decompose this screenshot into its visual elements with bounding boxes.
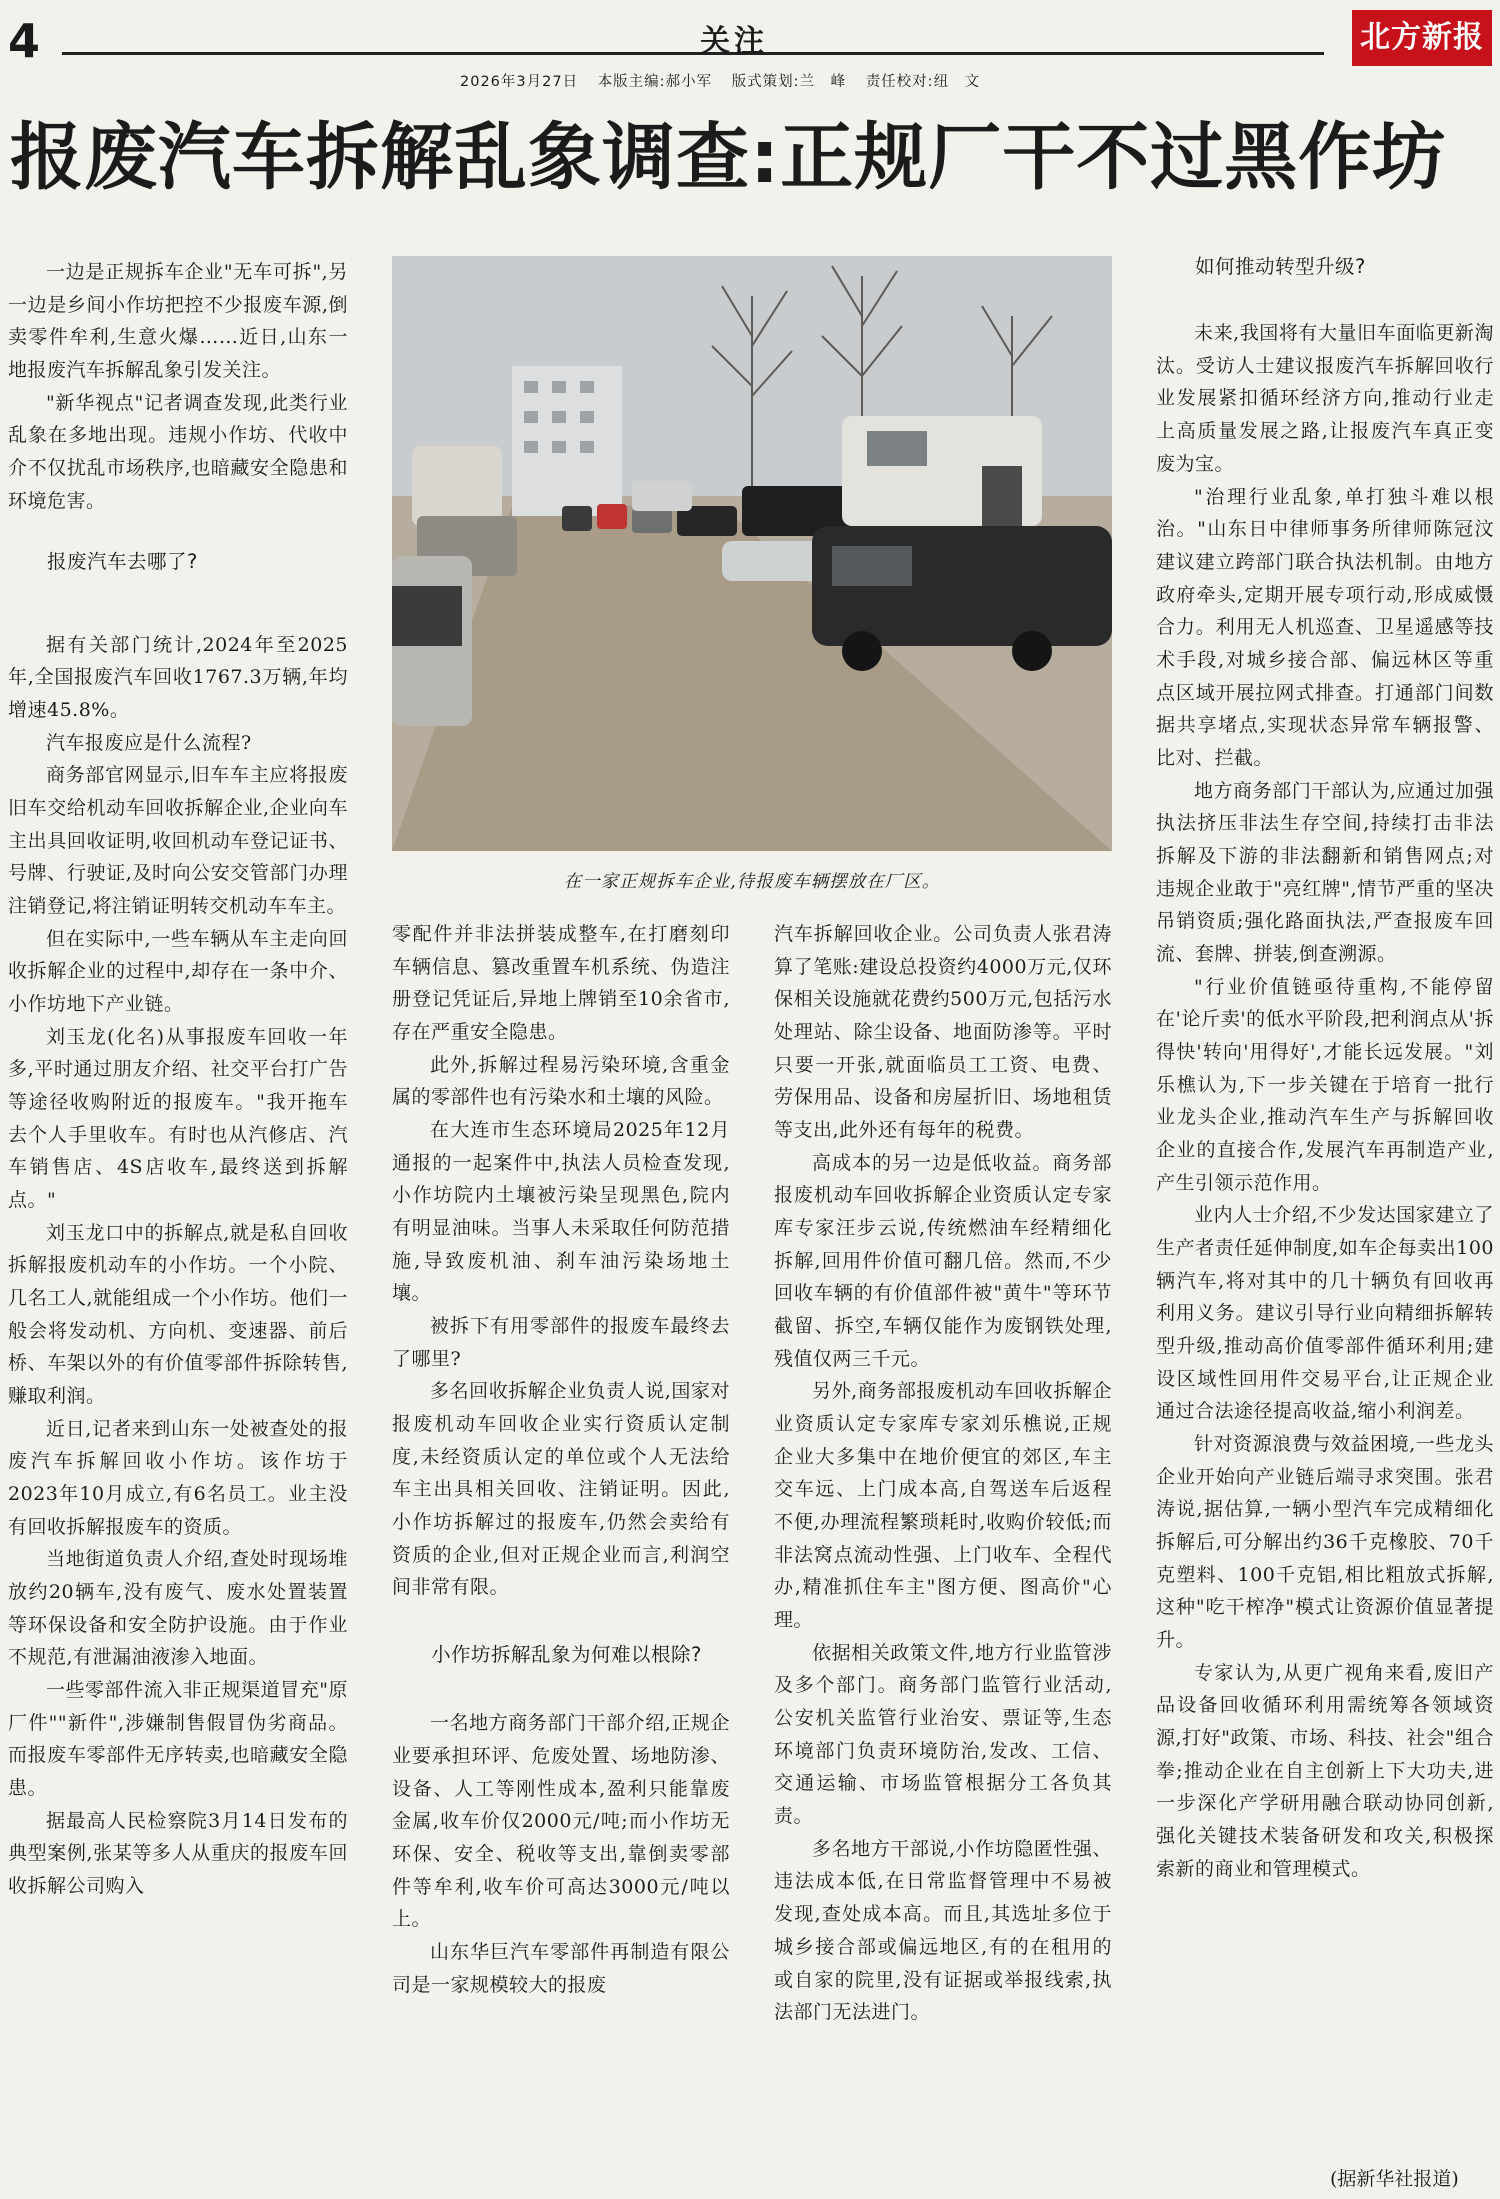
- paragraph: 近日,记者来到山东一处被查处的报废汽车拆解回收小作坊。该作坊于2023年10月成立,有6名员工。业主没有回收拆解报废车的资质。: [8, 1417, 348, 1538]
- paragraph: 被拆下有用零部件的报废车最终去了哪里?: [392, 1315, 730, 1370]
- paragraph: "新华视点"记者调查发现,此类行业乱象在多地出现。违规小作坊、代收中介不仅扰乱市场秩序,也暗藏安全隐患和环境危害。: [8, 391, 348, 512]
- header-rule: [62, 52, 1324, 55]
- paragraph: 业内人士介绍,不少发达国家建立了生产者责任延伸制度,如车企每卖出100辆汽车,将对其中的几十辆负有回收再利用义务。建议引导行业向精细拆解转型升级,推动高价值零部件循环利用;建设区域性回用件交易平台,让正规企业通过合法途径提高收益,缩小利润差。: [1156, 1204, 1494, 1423]
- paragraph: 另外,商务部报废机动车回收拆解企业资质认定专家库专家刘乐樵说,正规企业大多集中在地价便宜的郊区,车主交车远、上门成本高,自驾送车后返程不便,办理流程繁琐耗时,收购价较低;而非法窝点流动性强、上门收车、全程代办,精准抓住车主"图方便、图高价"心理。: [774, 1380, 1112, 1632]
- subheading: 小作坊拆解乱象为何难以根除?: [431, 1643, 702, 1667]
- scrapyard-photo: [392, 256, 1112, 851]
- paragraph: 汽车报废应是什么流程?: [46, 731, 252, 754]
- section-title: 关注: [700, 24, 768, 59]
- article-column-2: [392, 918, 730, 2001]
- paragraph: 一名地方商务部门干部介绍,正规企业要承担环评、危废处置、场地防渗、设备、人工等刚性成本,盈利只能靠废金属,收车价仅2000元/吨;而小作坊无环保、安全、税收等支出,靠倒卖零部件等牟利,收车价可高达3000元/吨以上。: [392, 1712, 730, 1931]
- paragraph: 多名地方干部说,小作坊隐匿性强、违法成本低,在日常监督管理中不易被发现,查处成本高。而且,其选址多位于城乡接合部或偏远地区,有的在租用的或自家的院里,没有证据或举报线索,执法部门无法进门。: [774, 1837, 1112, 2024]
- paragraph: 刘玉龙(化名)从事报废车回收一年多,平时通过朋友介绍、社交平台打广告等途径收购附近的报废车。"我开拖车去个人手里收车。有时也从汽修店、汽车销售店、4S店收车,最终送到拆解点。": [8, 1025, 348, 1211]
- issue-date: 2026年3月27日: [460, 74, 579, 90]
- subheading: 如何推动转型升级?: [1195, 255, 1366, 278]
- paragraph: 依据相关政策文件,地方行业监管涉及多个部门。商务部门监管行业活动,公安机关监管行业治安、票证等,生态环境部门负责环境防治,发改、工信、交通运输、市场监管根据分工各负其责。: [774, 1641, 1112, 1828]
- paragraph: 一些零部件流入非正规渠道冒充"原厂件""新件",涉嫌制售假冒伪劣商品。而报废车零部件无序转卖,也暗藏安全隐患。: [8, 1679, 348, 1800]
- paragraph: 此外,拆解过程易污染环境,含重金属的零部件也有污染水和土壤的风险。: [392, 1053, 730, 1109]
- editor-credit: 本版主编:郝小军: [597, 74, 713, 90]
- paragraph: 当地街道负责人介绍,查处时现场堆放约20辆车,没有废气、废水处置装置等环保设备和安全防护设施。由于作业不规范,有泄漏油液渗入地面。: [8, 1548, 348, 1669]
- paragraph: 汽车拆解回收企业。公司负责人张君涛算了笔账:建设总投资约4000万元,仅环保相关设施就花费约500万元,包括污水处理站、除尘设备、地面防渗等。平时只要一开张,就面临员工工资、电费、劳保用品、设备和房屋折旧、场地租赁等支出,此外还有每年的税费。: [774, 923, 1112, 1142]
- paragraph: 在大连市生态环境局2025年12月通报的一起案件中,执法人员检查发现,小作坊院内土壤被污染呈现黑色,院内有明显油味。当事人未采取任何防范措施,导致废机油、刹车油污染场地土壤。: [392, 1119, 730, 1305]
- paragraph: 针对资源浪费与效益困境,一些龙头企业开始向产业链后端寻求突围。张君涛说,据估算,一辆小型汽车完成精细化拆解后,可分解出约36千克橡胶、70千克塑料、100千克铝,相比粗放式拆解,这种"吃干榨净"模式让资源价值显著提升。: [1156, 1432, 1494, 1652]
- paragraph: 多名回收拆解企业负责人说,国家对报废机动车回收企业实行资质认定制度,未经资质认定的单位或个人无法给车主出具相关回收、注销证明。因此,小作坊拆解过的报废车,仍然会卖给有资质的企业,但对正规企业而言,利润空间非常有限。: [392, 1380, 730, 1599]
- masthead-meta: [460, 70, 994, 91]
- paragraph: 一边是正规拆车企业"无车可拆",另一边是乡间小作坊把控不少报废车源,倒卖零件牟利,生意火爆……近日,山东一地报废汽车拆解乱象引发关注。: [8, 261, 348, 382]
- photo-caption: 在一家正规拆车企业,待报废车辆摆放在厂区。: [563, 872, 941, 892]
- page-number: 4: [8, 14, 41, 68]
- paragraph: 地方商务部门干部认为,应通过加强执法挤压非法生存空间,持续打击非法拆解及下游的非法翻新和销售网点;对违规企业敢于"亮红牌",情节严重的坚决吊销资质;强化路面执法,严查报废车回流、套牌、拼装,倒查溯源。: [1156, 779, 1494, 965]
- proofreader-credit: 责任校对:纽 文: [865, 74, 981, 90]
- paragraph: 但在实际中,一些车辆从车主走向回收拆解企业的过程中,却存在一条中介、小作坊地下产业链。: [8, 927, 348, 1015]
- paragraph: 专家认为,从更广视角来看,废旧产品设备回收循环利用需统筹各领域资源,打好"政策、市场、科技、社会"组合拳;推动企业在自主创新上下大功夫,进一步深化产学研用融合联动协同创新,强化关键技术装备研发和攻关,积极探索新的商业和管理模式。: [1156, 1661, 1494, 1880]
- article-column-3: [774, 918, 1112, 2029]
- paragraph: 零配件并非法拼装成整车,在打磨刻印车辆信息、篡改重置车机系统、伪造注册登记凭证后,异地上牌销至10余省市,存在严重安全隐患。: [392, 923, 730, 1044]
- paragraph: 商务部官网显示,旧车车主应将报废旧车交给机动车回收拆解企业,企业向车主出具回收证明,收回机动车登记证书、号牌、行驶证,及时向公安交管部门办理注销登记,将注销证明转交机动车车主。: [8, 764, 348, 917]
- paragraph: 高成本的另一边是低收益。商务部报废机动车回收拆解企业资质认定专家库专家汪步云说,传统燃油车经精细化拆解,回用件价值可翻几倍。然而,不少回收车辆的有价值部件被"黄牛"等环节截留、拆空,车辆仅能作为废钢铁处理,残值仅两三千元。: [774, 1151, 1112, 1370]
- article-column-4: [1156, 250, 1494, 1885]
- paragraph: 刘玉龙口中的拆解点,就是私自回收拆解报废机动车的小作坊。一个小院、几名工人,就能组成一个小作坊。他们一般会将发动机、方向机、变速器、前后桥、车架以外的有价值零部件拆除转售,赚取利润。: [8, 1221, 348, 1407]
- subheading: 报废汽车去哪了?: [47, 550, 198, 574]
- paragraph: "治理行业乱象,单打独斗难以根治。"山东日中律师事务所律师陈冠汶建议建立跨部门联合执法机制。由地方政府牵头,定期开展专项行动,形成威慑合力。利用无人机巡查、卫星遥感等技术手段,对城乡接合部、偏远林区等重点区域开展拉网式排查。打通部门间数据共享堵点,实现状态异常车辆报警、比对、拦截。: [1156, 485, 1494, 769]
- source-credit: (据新华社报道): [1330, 2168, 1459, 2190]
- paragraph: 山东华巨汽车零部件再制造有限公司是一家规模较大的报废: [392, 1940, 730, 1996]
- paragraph: 据最高人民检察院3月14日发布的典型案例,张某等多人从重庆的报废车回收拆解公司购入: [8, 1809, 348, 1898]
- paragraph: 未来,我国将有大量旧车面临更新淘汰。受访人士建议报废汽车拆解回收行业发展紧扣循环经济方向,推动行业走上高质量发展之路,让报废汽车真正变废为宝。: [1156, 322, 1494, 475]
- newspaper-logo: 北方新报: [1352, 10, 1492, 66]
- headline: 报废汽车拆解乱象调查:正规厂干不过黑作坊: [10, 115, 1447, 200]
- paragraph: "行业价值链亟待重构,不能停留在'论斤卖'的低水平阶段,把利润点从'拆得快'转向'用得好',才能长远发展。"刘乐樵认为,下一步关键在于培育一批行业龙头企业,推动汽车生产与拆解回收企业的直接合作,发展汽车再制造产业,产生引领示范作用。: [1156, 975, 1494, 1194]
- designer-credit: 版式策划:兰 峰: [731, 74, 847, 90]
- article-column-1: [8, 256, 348, 1903]
- paragraph: 据有关部门统计,2024年至2025年,全国报废汽车回收1767.3万辆,年均增速45.8%。: [8, 633, 348, 721]
